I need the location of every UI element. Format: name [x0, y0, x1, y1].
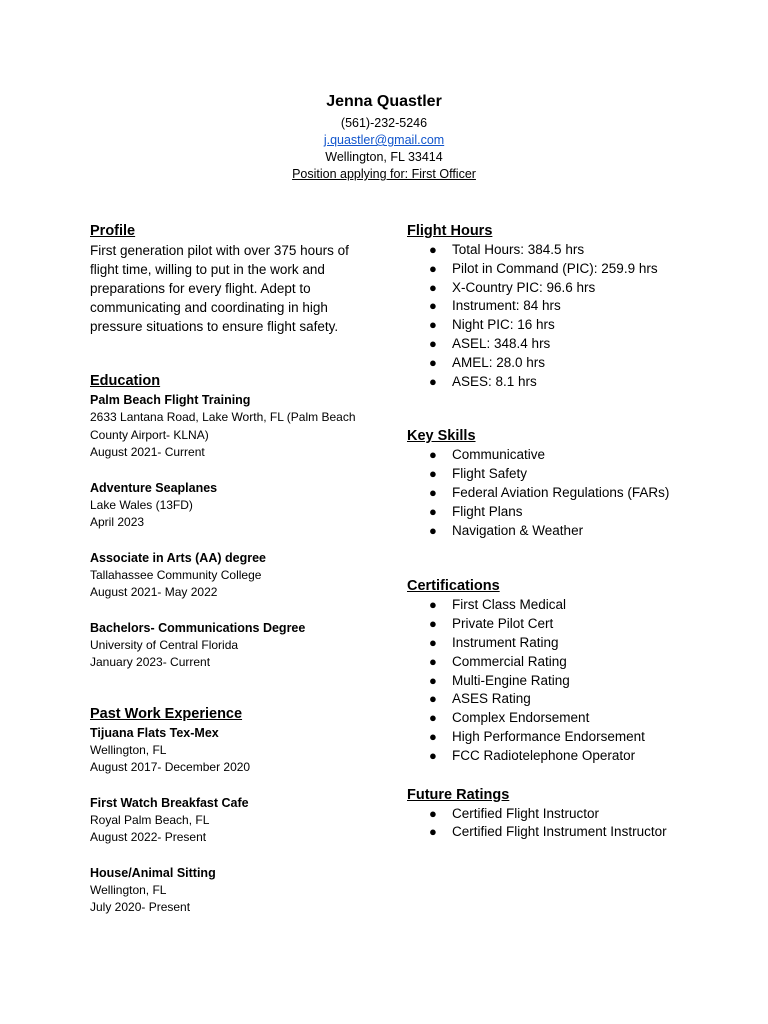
bullet-icon: ● — [429, 691, 437, 707]
education-entry-title: Palm Beach Flight Training — [90, 393, 251, 407]
bullet-icon: ● — [429, 466, 437, 482]
certification-item: ● Multi-Engine Rating — [407, 672, 752, 691]
certifications-heading: Certifications — [407, 578, 500, 595]
work-entry — [90, 864, 380, 917]
bullet-icon: ● — [429, 242, 437, 257]
bullet-icon: ● — [429, 634, 437, 650]
profile-heading: Profile — [90, 223, 136, 239]
applicant-name: Jenna Quastler — [326, 93, 442, 110]
bullet-icon: ● — [429, 503, 437, 519]
flight-hours-item: ● X-Country PIC: 96.6 hrs — [407, 279, 752, 298]
work-experience-section — [90, 704, 380, 917]
work-entry-line: August 2017- December 2020 — [90, 760, 251, 774]
bullet-icon: ● — [429, 672, 437, 688]
key-skills-heading: Key Skills — [407, 428, 476, 445]
education-entry-line: April 2023 — [90, 515, 145, 529]
certification-item: ● FCC Radiotelephone Operator — [407, 747, 752, 766]
certification-item: ● Commercial Rating — [407, 653, 752, 672]
certification-item: ● Private Pilot Cert — [407, 615, 752, 634]
flight-hours-item: ● ASEL: 348.4 hrs — [407, 335, 752, 354]
education-entry-title: Bachelors- Communications Degree — [90, 620, 306, 635]
bullet-icon: ● — [429, 260, 437, 276]
key-skills-list — [407, 446, 752, 540]
work-entry-line: Wellington, FL — [90, 882, 167, 897]
bullet-icon: ● — [429, 279, 437, 295]
work-entry — [90, 794, 380, 847]
bullet-icon: ● — [429, 747, 437, 763]
bullet-icon: ● — [429, 597, 437, 613]
future-ratings-heading: Future Ratings — [407, 786, 510, 803]
key-skill-item: ● Communicative — [407, 446, 752, 465]
education-entry-line: August 2021- May 2022 — [90, 585, 218, 599]
key-skill-item: ● Navigation & Weather — [407, 522, 752, 541]
key-skills-section — [407, 426, 752, 540]
education-section — [90, 371, 380, 672]
education-entry — [90, 391, 380, 462]
work-entry-line: Royal Palm Beach, FL — [90, 812, 210, 827]
phone-number: (561)-232-5246 — [340, 116, 428, 130]
left-column — [90, 221, 380, 934]
work-entry-line: Wellington, FL — [90, 742, 167, 757]
certification-item: ● ASES Rating — [407, 690, 752, 709]
flight-hours-section — [407, 221, 752, 391]
work-experience-heading: Past Work Experience — [90, 705, 243, 722]
flight-hours-item: ● Pilot in Command (PIC): 259.9 hrs — [407, 260, 752, 279]
work-entry-title: House/Animal Sitting — [90, 865, 216, 880]
flight-hours-item: ● Total Hours: 384.5 hrs — [407, 241, 752, 260]
flight-hours-item: ● AMEL: 28.0 hrs — [407, 354, 752, 373]
work-entry-title: Tijuana Flats Tex-Mex — [90, 725, 219, 740]
flight-hours-list — [407, 241, 752, 391]
education-entry-line: University of Central Florida — [90, 637, 239, 652]
certification-item: ● Instrument Rating — [407, 634, 752, 653]
position-applying: Position applying for: First Officer — [292, 167, 476, 181]
bullet-icon: ● — [429, 484, 437, 500]
bullet-icon: ● — [429, 354, 437, 370]
location: Wellington, FL 33414 — [325, 150, 443, 164]
right-column — [407, 221, 752, 842]
bullet-icon: ● — [429, 335, 437, 351]
education-entry — [90, 479, 380, 532]
certifications-section — [407, 576, 752, 765]
education-entry — [90, 619, 380, 672]
bullet-icon: ● — [429, 522, 437, 538]
work-entry-line: July 2020- Present — [90, 900, 191, 914]
work-entry — [90, 724, 380, 777]
bullet-icon: ● — [429, 653, 437, 669]
work-entry-title: First Watch Breakfast Cafe — [90, 795, 249, 810]
education-entry-title: Adventure Seaplanes — [90, 480, 218, 495]
flight-hours-item: ● ASES: 8.1 hrs — [407, 373, 752, 392]
certification-item: ● High Performance Endorsement — [407, 728, 752, 747]
certification-item: ● Complex Endorsement — [407, 709, 752, 728]
key-skill-item: ● Federal Aviation Regulations (FARs) — [407, 484, 752, 503]
flight-hours-heading: Flight Hours — [407, 223, 493, 239]
bullet-icon: ● — [429, 616, 437, 632]
education-heading: Education — [90, 373, 161, 389]
resume-header — [0, 92, 768, 183]
bullet-icon: ● — [429, 710, 437, 726]
future-rating-item: ● Certified Flight Instructor — [407, 805, 752, 824]
education-entry-title: Associate in Arts (AA) degree — [90, 550, 266, 565]
work-entry-line: August 2022- Present — [90, 830, 207, 844]
education-entry-line: January 2023- Current — [90, 655, 211, 669]
education-entry-line: August 2021- Current — [90, 445, 205, 459]
bullet-icon: ● — [429, 805, 437, 821]
bullet-icon: ● — [429, 298, 437, 314]
education-entry-line: Lake Wales (13FD) — [90, 497, 193, 512]
bullet-icon: ● — [429, 728, 437, 744]
future-ratings-list — [407, 805, 752, 843]
bullet-icon: ● — [429, 447, 437, 463]
key-skill-item: ● Flight Safety — [407, 465, 752, 484]
certifications-list — [407, 596, 752, 765]
bullet-icon: ● — [429, 373, 437, 389]
profile-text: First generation pilot with over 375 hours of flight time, willing to put in the work and preparations for every flight. Adept to communicating and coordinating in high pressure situations to ensure flight safety. — [90, 243, 349, 334]
future-rating-item: ● Certified Flight Instrument Instructor — [407, 823, 752, 842]
bullet-icon: ● — [429, 824, 437, 840]
certification-item: ● First Class Medical — [407, 596, 752, 615]
future-ratings-section — [407, 785, 752, 843]
flight-hours-item: ● Instrument: 84 hrs — [407, 297, 752, 316]
education-entry — [90, 549, 380, 602]
key-skill-item: ● Flight Plans — [407, 503, 752, 522]
email-link[interactable]: j.quastler@gmail.com — [323, 133, 445, 147]
education-entry-line: 2633 Lantana Road, Lake Worth, FL (Palm Beach County Airport- KLNA) — [90, 410, 356, 442]
education-entry-line: Tallahassee Community College — [90, 567, 262, 582]
flight-hours-item: ● Night PIC: 16 hrs — [407, 316, 752, 335]
profile-section — [90, 221, 380, 336]
bullet-icon: ● — [429, 317, 437, 333]
